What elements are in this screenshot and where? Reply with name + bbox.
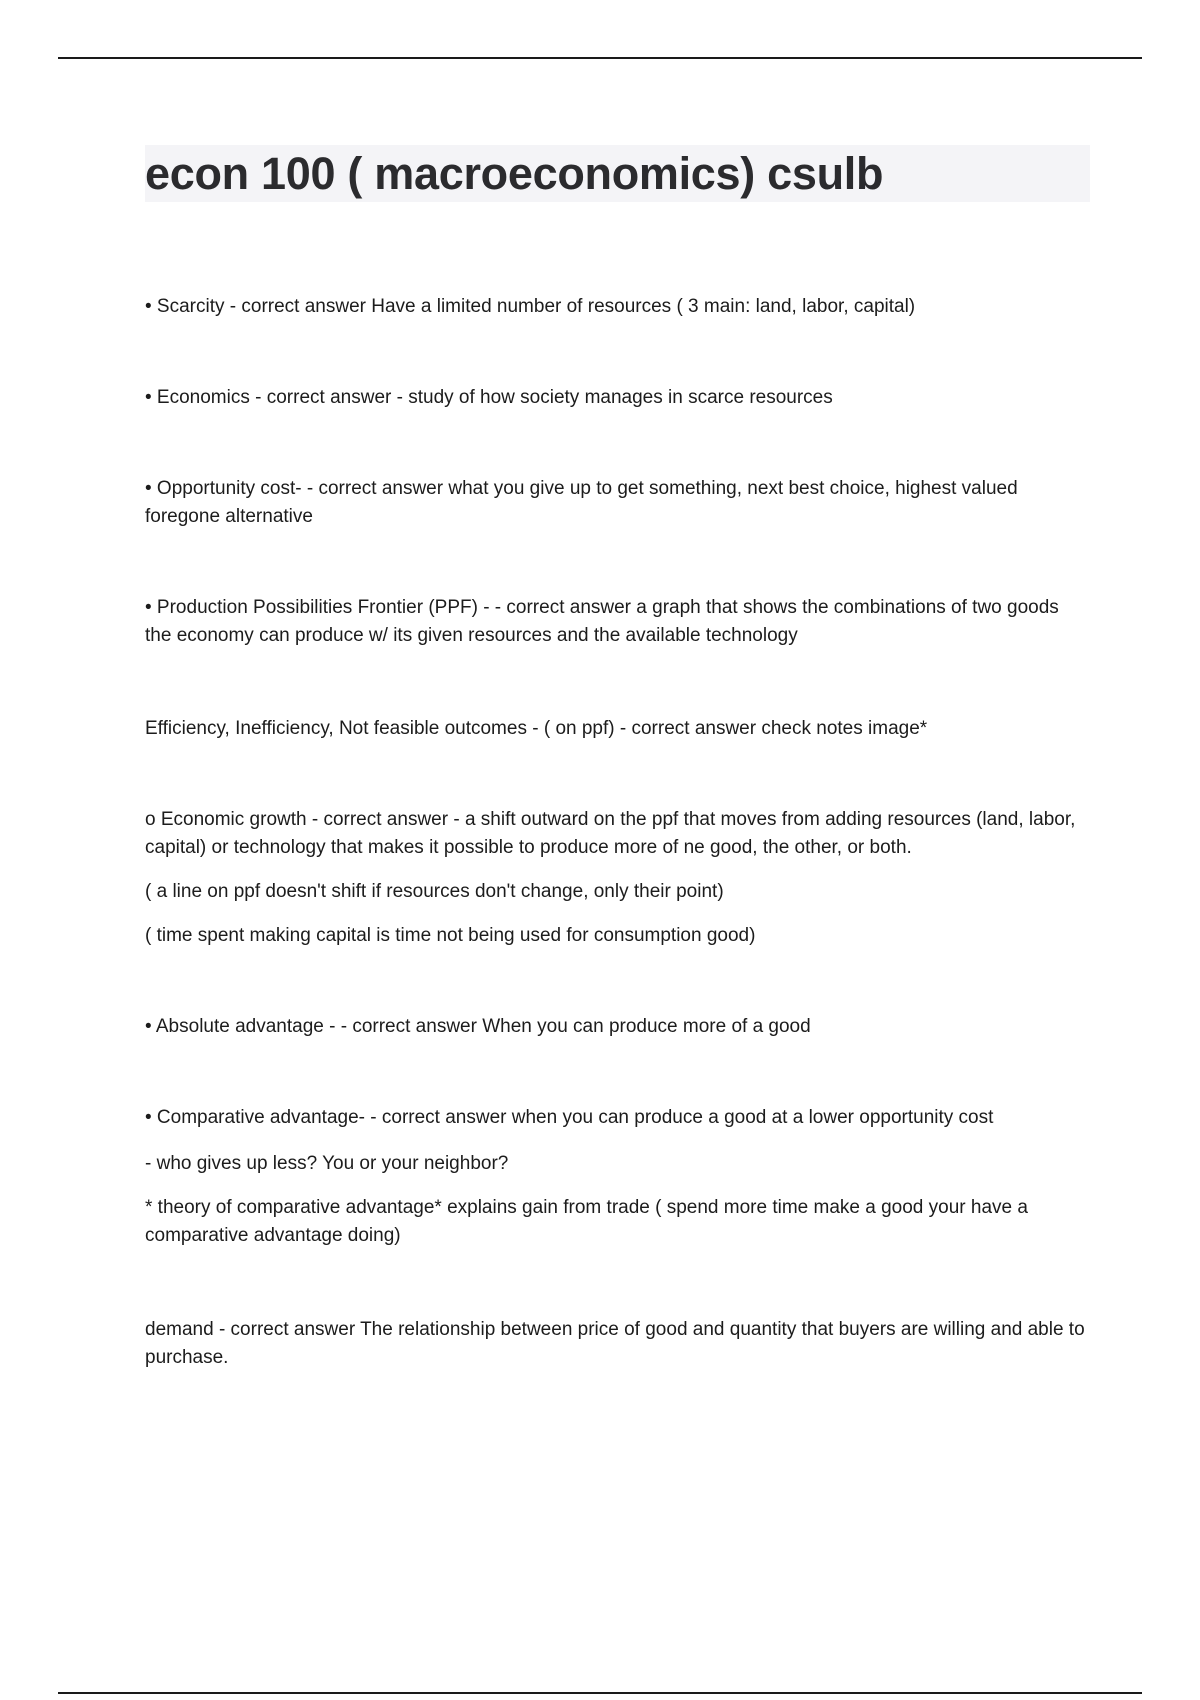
- entry-text: • Economics - correct answer - study of how society manages in scarce resources: [145, 387, 833, 408]
- entry-text: • Absolute advantage - - correct answer When you can produce more of a good: [145, 1016, 811, 1037]
- entry-comparative-advantage: [145, 1104, 1090, 1250]
- entry-text: • Opportunity cost- - correct answer what you give up to get something, next best choice, highest valued foregone alternative: [145, 478, 1018, 527]
- entry-text: • Scarcity - correct answer Have a limited number of resources ( 3 main: land, labor, capital): [145, 296, 916, 317]
- entry-note: - who gives up less? You or your neighbor?: [145, 1153, 509, 1174]
- entry-absolute-advantage: [145, 1013, 1090, 1041]
- entry-demand: [145, 1316, 1090, 1372]
- entry-efficiency: [145, 715, 1090, 743]
- entry-note: ( a line on ppf doesn't shift if resources don't change, only their point): [145, 881, 724, 902]
- top-rule: [58, 57, 1142, 59]
- entry-text: Efficiency, Inefficiency, Not feasible outcomes - ( on ppf) - correct answer check notes image*: [145, 718, 928, 739]
- bottom-rule: [58, 1692, 1142, 1694]
- entry-ppf: [145, 594, 1090, 650]
- entry-economic-growth: [145, 806, 1090, 950]
- document-body: [145, 145, 1090, 1368]
- entry-text: • Comparative advantage- - correct answer when you can produce a good at a lower opportunity cost: [145, 1107, 994, 1128]
- entry-scarcity: [145, 293, 1090, 321]
- entry-opportunity-cost: [145, 475, 1090, 531]
- entry-text: demand - correct answer The relationship between price of good and quantity that buyers are willing and able to purchase.: [145, 1319, 1085, 1368]
- entry-note: ( time spent making capital is time not being used for consumption good): [145, 925, 756, 946]
- entry-text: o Economic growth - correct answer - a shift outward on the ppf that moves from adding resources (land, labor, capital) or technology that makes it possible to produce more of ne good, the other, or both.: [145, 809, 1076, 858]
- entry-note: * theory of comparative advantage* explains gain from trade ( spend more time make a good your have a comparative advantage doing): [145, 1197, 1028, 1246]
- entry-economics: [145, 384, 1090, 412]
- page-title: econ 100 ( macroeconomics) csulb: [145, 147, 884, 199]
- title-banner: [145, 145, 1090, 202]
- entry-text: • Production Possibilities Frontier (PPF) - - correct answer a graph that shows the combinations of two goods the economy can produce w/ its given resources and the available technology: [145, 597, 1059, 646]
